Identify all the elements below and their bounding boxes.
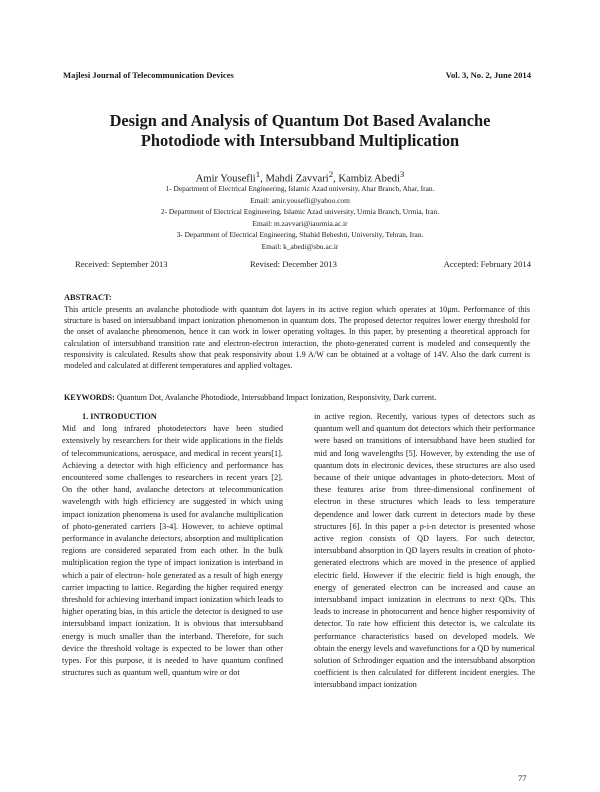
author-3: Kambiz Abedi [338,173,400,185]
revised-date: Revised: December 2013 [250,259,337,269]
affiliation-email: Email: k_abedi@sbu.ac.ir [261,241,339,251]
intro-right-text: in active region. Recently, various types of detectors such as quantum well and quantum dot detectors which their performance were based on transitions of intersubband have been studied for mid and long wavelengths [5]. However, by extending the use of quantum dots in electronic devices, these structures are also used because of their unique advantages in photo-detectors. Most of these features arise from three-dimensional confinement of electron in these structures which leads to less temperature dependence and lower dark current in detectors made by these structures [6]. In this paper a p-i-n detector is presented whose active region consists of QD layers. For such detector, intersubband absorption in QD layers results in creation of photo-generated electrons which are moved in the presence of applied electric field. However if the electric field is high enough, the energy of generated electron can be increased and cause an intersubband impact ionization in electrons to next QDs. This leads to increase in photocurrent and hence higher responsivity of detector. To rate how efficient this detector is, we calculate its performance characteristics based on developed models. We obtain the energy levels and wavefunctions for a QD by numerical solution of Schrodinger equation and the intersubband absorption coefficient is then calculated for different incident energies. The intersubband impact ionization [314,412,535,690]
affiliation-2 [60,206,540,229]
section-heading-introduction: 1. INTRODUCTION [82,412,157,421]
author-2: Mahdi Zavvari [265,173,329,185]
keywords-text: Quantum Dot, Avalanche Photodiode, Intersubband Impact Ionization, Responsivity, Dark current. [114,393,437,402]
paper-title [60,111,540,151]
affiliation-dept: 1- Department of Electrical Engineering, Islamic Azad university, Ahar Branch, Ahar, Iran. [165,184,435,193]
keywords [64,393,534,402]
affiliation-dept: 2- Department of Electrical Engineering, Islamic Azad university, Urmia Branch, Urmia, Iran. [160,207,440,216]
title-line-2: Photodiode with Intersubband Multiplication [140,131,460,150]
accepted-date: Accepted: February 2014 [443,259,531,269]
volume-info: Vol. 3, No. 2, June 2014 [445,70,531,80]
received-date: Received: September 2013 [75,259,168,269]
abstract-text: This article presents an avalanche photodiode with quantum dot layers in its active region which operates at 10μm. Performance of this structure is based on intersubband impact ionization phenomenon in quantum dots. The proposed detector requires lower energy threshold for the onset of avalanche phenomenon, hence it can work in lower operating voltages. In this paper, by presenting a theoretical approach for calculation of intersubband transition rate and electron-electron interaction, the photo-generated current is modeled and consequently the responsivity is calculated. Results show that peak responsivity about 1.9 A/W can be obtained at a voltage of 14V. Also the dark current is modeled and calculated at different temperatures and applied voltages. [64,305,530,371]
right-column [314,411,535,692]
affiliation-dept: 3- Department of Electrical Engineering, Shahid Beheshti, University, Tehran, Iran. [176,230,424,239]
author-2-sup: 2 [328,169,334,179]
author-sep: , [333,173,339,185]
journal-name: Majlesi Journal of Telecommunication Devices [63,70,234,80]
page-number: 77 [518,773,527,783]
author-3-sup: 3 [399,169,405,179]
affiliation-1 [60,183,540,206]
title-line-1: Design and Analysis of Quantum Dot Based Avalanche [109,111,491,130]
affiliation-3 [60,229,540,252]
left-column [62,411,283,679]
keywords-label: KEYWORDS: [64,393,115,402]
author-1: Amir Yousefli [195,173,256,185]
affiliation-email: Email: amir.yousefli@yahoo.com [250,195,350,205]
abstract-heading: ABSTRACT: [64,293,112,302]
author-sep: , [260,173,266,185]
affiliation-email: Email: m.zavvari@iaurmia.ac.ir [252,218,348,228]
intro-left-text: Mid and long infrared photodetectors have been studied extensively by researchers for their wide applications in the fields of telecommunications, aerospace, and medical in recent years[1]. Achieving a detector with high efficiency and performance has encountered some challenges to researchers in recent years [2]. On the other hand, avalanche detectors at telecommunication wavelength with high efficiency are suggested in which using impact ionization phenomena is used for avalanche multiplication of photo-generated carriers [3-4]. However, to achieve optimal performance in avalanche detectors, absorption and multiplication regions are considered separated from each other. In the bulk multiplication region the type of impact ionization is interband in which a pair of electron- hole generated as a result of high energy carrier impacting to lattice. Regarding the higher required energy threshold for achieving interband impact ionization which leads to higher operating bias, in this article the detector is designed to use intersubband impact ionization. It is obvious that intersubband energy is much smaller than the interband. Therefore, for such device the threshold voltage is expected to be lower than other types. For this purpose, it is needed to have quantum confined structures such as quantum well, quantum wire or dot [62,424,283,678]
author-1-sup: 1 [255,169,261,179]
